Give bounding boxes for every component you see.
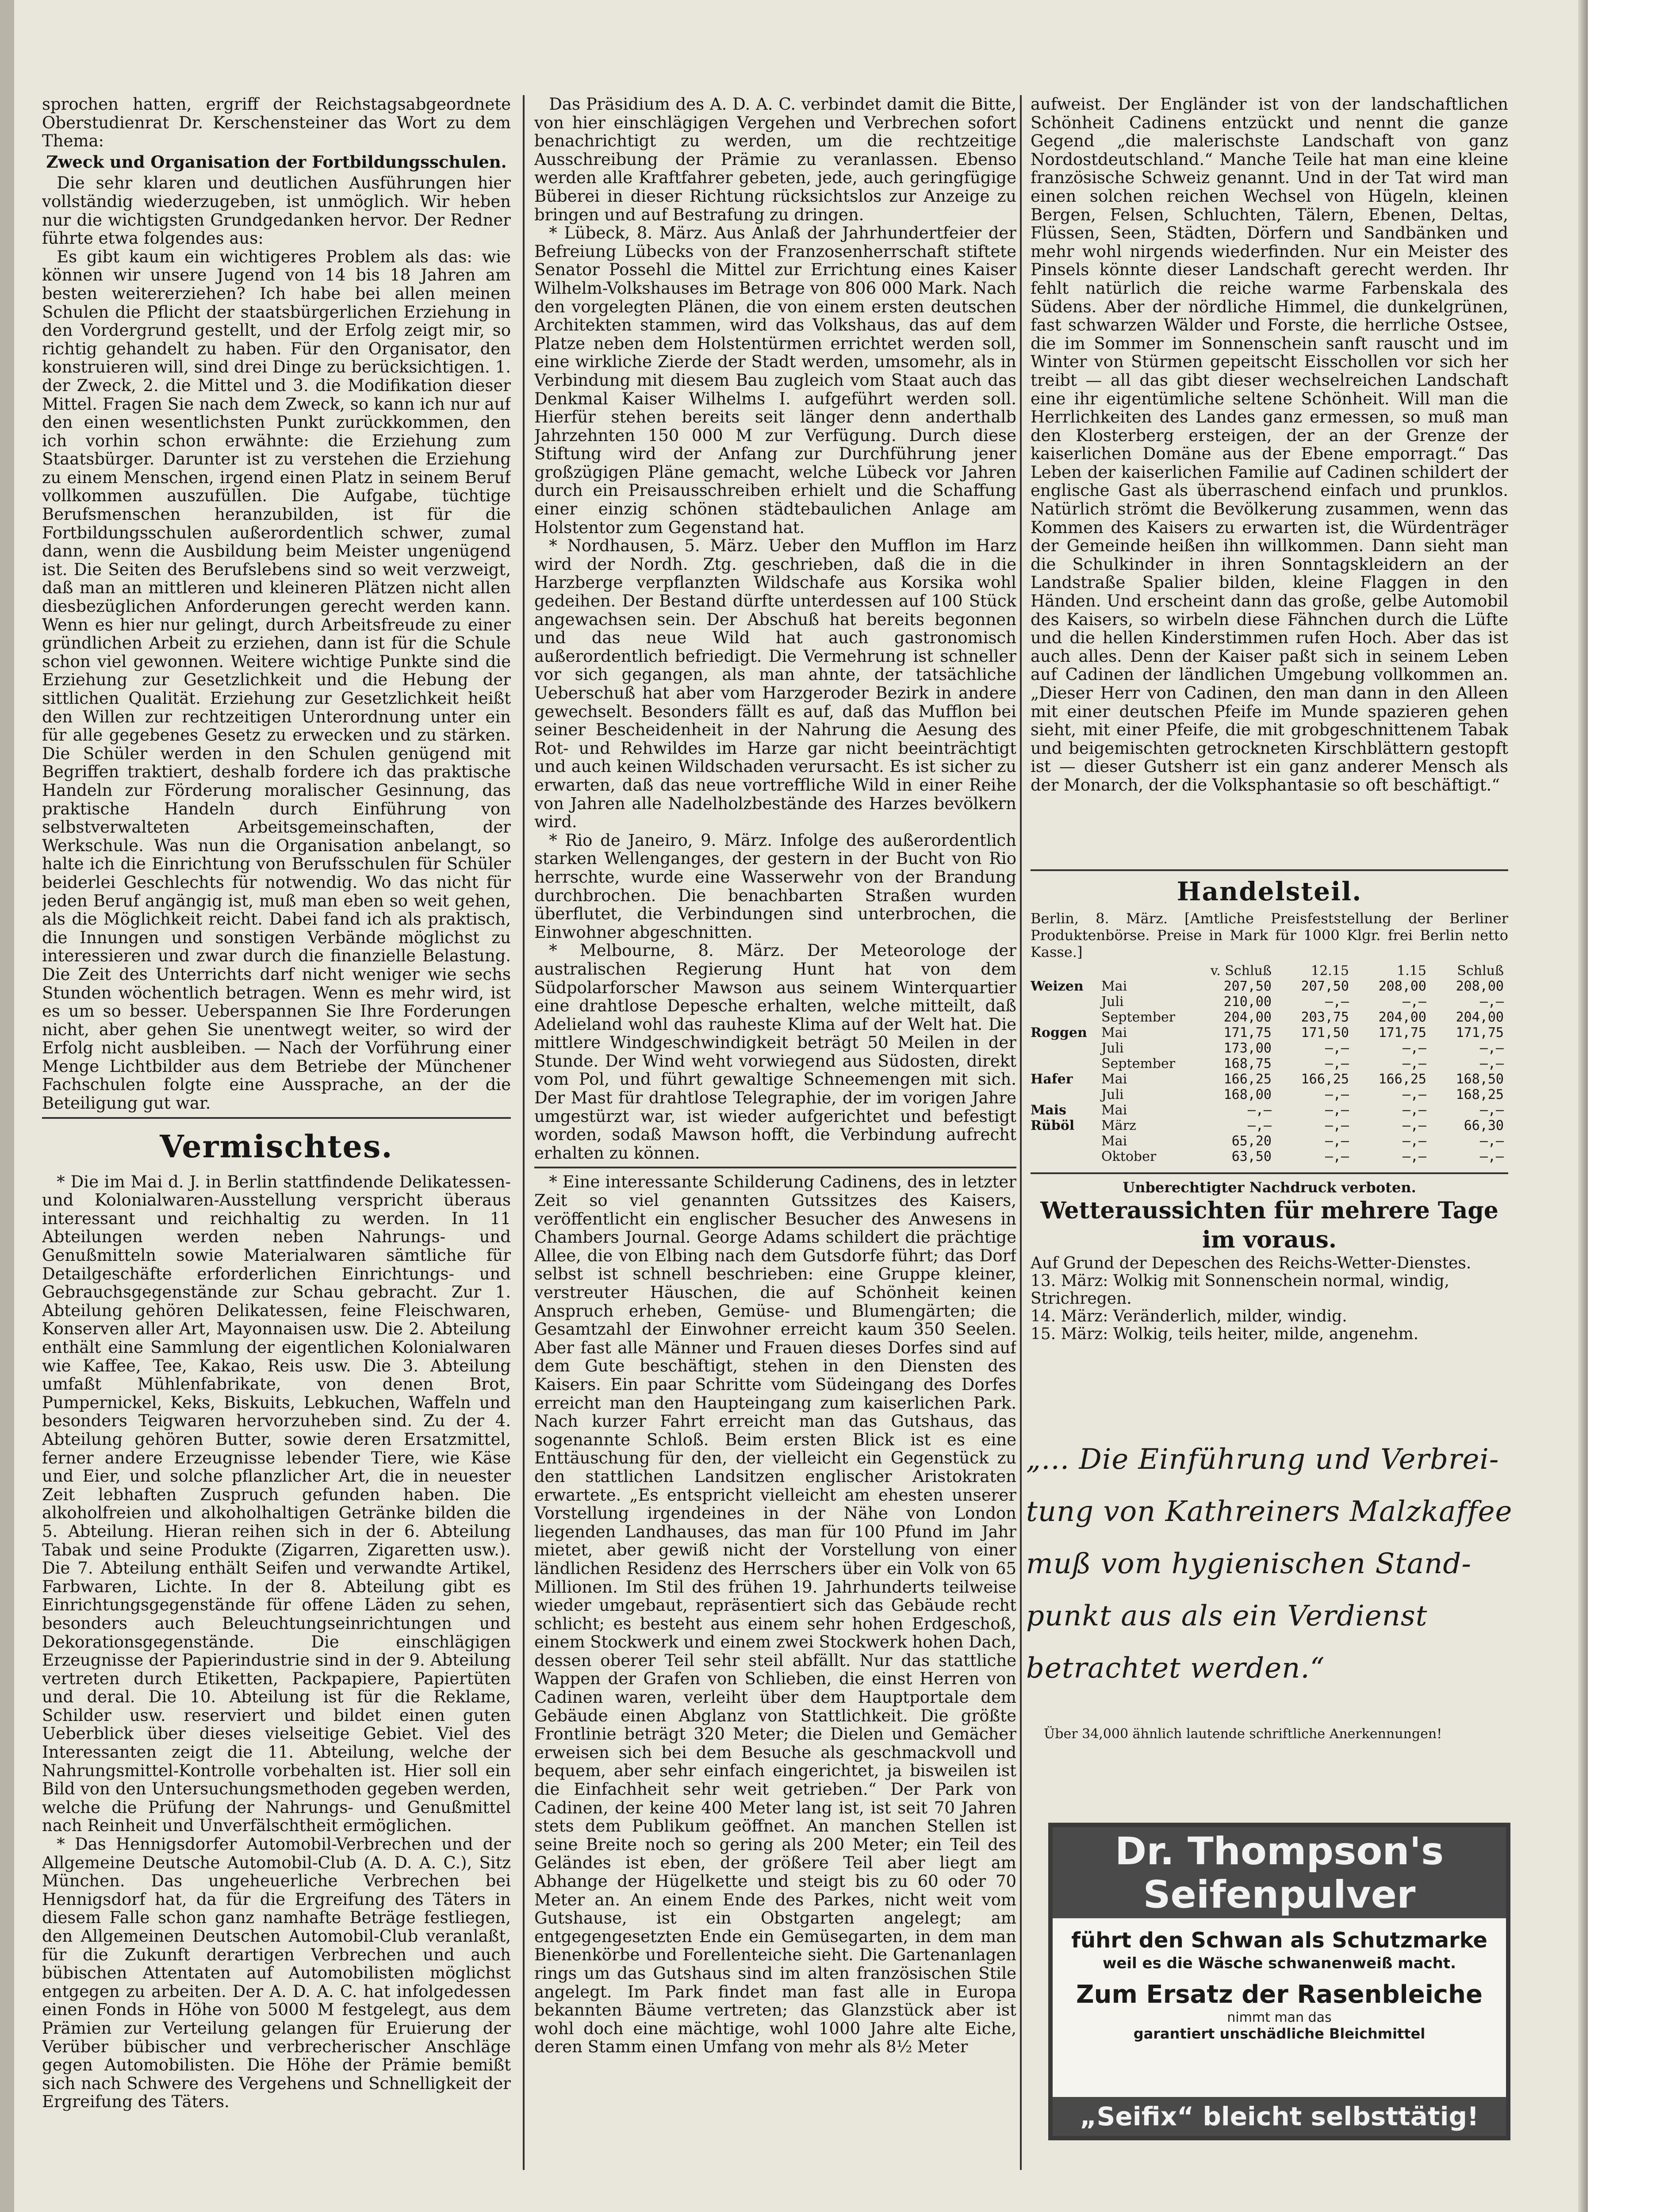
price-row: Rüböl März —,— —,— —,— 66,30 [1031,1118,1504,1133]
article-divider [534,1167,1016,1168]
price-row: Roggen Mai 171,75 171,50 171,75 171,75 [1031,1025,1504,1041]
price-row: Mais Mai —,— —,— —,— —,— [1031,1102,1504,1118]
article-text: sprochen hatten, ergriff der Reichstagsabgeordnete Oberstudienrat Dr. Kerschensteiner das Wort zu dem Thema: [42,95,511,151]
price-row: Juli 173,00 —,— —,— —,— [1101,1041,1504,1056]
page-edge-shadow [1578,0,1589,2212]
ad-product: Seifenpulver [1143,1873,1416,1917]
testimonial-note: Über 34,000 ähnlich lautende schriftliche Anerkennungen! [1044,1726,1442,1742]
article-text: * Melbourne, 8. März. Der Meteorologe der australischen Regierung Hunt hat von dem Südpolarforscher Mawson aus seinem Winterquartier eine drahtlose Depesche erhalten, welche mitteilt, daß Adelieland wohl das rauheste Klima auf der Welt hat. Die mittlere Windgeschwindigkeit beträgt 50 Meilen in der Stunde. Der Wind weht vorwiegend aus Südosten, direkt vom Pol, und führt gewaltige Schneemengen mit sich. Der Mast für drahtlose Telegraphie, der im vorigen Jahre umgestürzt war, ist wieder aufgerichtet und befestigt worden, sodaß Mawson hofft, die Verbindung aufrecht erhalten zu können. [534,941,1016,1163]
ad-text: garantiert unschädliche Bleichmittel [1133,2025,1426,2042]
price-row: September 204,00 203,75 204,00 204,00 [1101,1010,1504,1025]
price-row: Mai 65,20 —,— —,— —,— [1101,1133,1504,1149]
column-rule [1020,95,1022,2170]
scan-background [1588,0,1667,2212]
ad-banner [1053,1827,1506,1918]
price-row: Oktober 63,50 —,— —,— —,— [1101,1149,1504,1164]
article-divider [1031,1172,1508,1174]
ad-slogan: „Seifix“ bleicht selbsttätig! [1053,2097,1506,2136]
weather-day: 14. März: Veränderlich, milder, windig. [1031,1307,1347,1325]
testimonial-line: betrachtet werden.“ [1026,1652,1325,1685]
testimonial-line: muß vom hygienischen Stand- [1026,1548,1472,1580]
article-heading: Zweck und Organisation der Fortbildungsschulen. [46,152,507,172]
ad-text: nimmt man das [1227,2010,1332,2025]
column-1 [42,95,511,2170]
price-table-header: v. Schluß 12.15 1.15 Schluß [1210,963,1504,979]
testimonial-line: „... Die Einführung und Verbrei- [1026,1443,1499,1476]
article-text: * Die im Mai d. J. in Berlin stattfindende Delikatessen- und Kolonialwaren-Ausstellung verspricht überaus interessant und reichhaltig zu werden. In 11 Abteilungen werden neben Nahrungs- und Genußmitteln sowie Materialwaren sämtliche für Detailgeschäfte erforderlichen Einrichtungs- und Gebrauchsgegenstände zur Schau gebracht. Zur 1. Abteilung gehören Delikatessen, feine Fleischwaren, Konserven aller Art, Mayonnaisen usw. Die 2. Abteilung enthält eine Sammlung der eigentlichen Kolonialwaren wie Kaffee, Tee, Kakao, Reis usw. Die 3. Abteilung umfaßt Mühlenfabrikate, von denen Brot, Pumpernickel, Keks, Biskuits, Lebkuchen, Waffeln und besonders Teigwaren hervorzuheben sind. Zu der 4. Abteilung gehören Butter, sowie deren Ersatzmittel, ferner andere Erzeugnisse lebender Tiere, wie Käse und Eier, und solche pflanzlicher Art, die in neuester Zeit lebhaften Zuspruch gefunden haben. Die alkoholfreien und alkoholhaltigen Getränke bilden die 5. Abteilung. Hieran reihen sich in der 6. Abteilung Tabak und seine Produkte (Zigarren, Zigaretten usw.). Die 7. Abteilung enthält Seifen und verwandte Artikel, Farbwaren, Lichte. In der 8. Abteilung gibt es Einrichtungsgegenstände für offene Läden zu sehen, besonders auch Beleuchtungseinrichtungen und Dekorationsgegenstände. Die einschlägigen Erzeugnisse der Papierindustrie sind in der 9. Abteilung vertreten durch Etiketten, Packpapiere, Papiertüten und deral. Die 10. Abteilung ist für die Reklame, Schilder usw. reserviert und bildet einen guten Ueberblick über dieses vielseitige Gebiet. Viel des Interessanten zeigt die 11. Abteilung, welche der Nahrungsmittel-Kontrolle vorbehalten ist. Hier soll ein Bild von den Untersuchungsmethoden gegeben werden, welche die Prüfung der Nahrungs- und Genußmittel nach Reinheit und Unverfälschtheit ermöglichen. [42,1172,511,1836]
article-text: * Eine interessante Schilderung Cadinens, des in letzter Zeit so viel genannten Gutssitzes des Kaisers, veröffentlicht ein englischer Besucher des Anwesens in Chambers Journal. George Adams schildert die prächtige Allee, die von Elbing nach dem Gutsdorfe führt; das Dorf selbst ist schnell beschrieben: eine Gruppe kleiner, verstreuter Häuschen, die auf Schönheit keinen Anspruch erheben, Gemüse- und Blumengärten; die Gesamtzahl der Einwohner erreicht kaum 350 Seelen. Aber fast alle Männer und Frauen dieses Dorfes sind auf dem Gute beschäftigt, stehen in den Diensten des Kaisers. Ein paar Schritte vom Südeingang des Dorfes erreicht man den Haupteingang zum kaiserlichen Park. Nach kurzer Fahrt erreicht man das Gutshaus, das sogenannte Schloß. Beim ersten Blick ist es eine Enttäuschung für den, der vielleicht ein Gegenstück zu den stattlichen Landsitzen englischer Aristokraten erwartete. „Es entspricht vielleicht am ehesten unserer Vorstellung irgendeines in der Nähe von London liegenden Landhauses, das man für 100 Pfund im Jahr mietet, aber gewiß nicht der Vorstellung von einer ländlichen Residenz des Herrschers über ein Volk von 65 Millionen. Im Stil des frühen 19. Jahrhunderts teilweise wieder umgebaut, repräsentiert sich das Gebäude recht schlicht; es besteht aus einem sehr hohen Erdgeschoß, einem Stockwerk und einem zwei Stockwerk hohen Dach, dessen oberer Teil sehr steil abfällt. Nur das stattliche Wappen der Grafen von Schlieben, die einst Herren von Cadinen waren, verleiht über dem Hauptportale dem Gebäude einen Abglanz von Stattlichkeit. Die größte Frontlinie beträgt 320 Meter; die Dielen und Gemächer erweisen sich bei dem Besuche als geschmackvoll und bequem, aber sehr einfach eingerichtet, ja bisweilen ist die Einfachheit sehr weit getrieben.“ Der Park von Cadinen, der keine 400 Meter lang ist, ist seit 70 Jahren stets dem Publikum geöffnet. An manchen Stellen ist seine Breite noch so gering als 200 Meter; ein Teil des Geländes ist eben, der größere Teil aber liegt am Abhange der Hügelkette und steigt bis zu 60 oder 70 Meter an. An einem Ende des Parkes, nicht weit vom Gutshause, ist ein Obstgarten angelegt; am entgegengesetzten Ende ein Gemüsegarten, in dem man Bienenkörbe und Forellenteiche sieht. Die Gartenanlagen rings um das Gutshaus sind im alten französischen Stile angelegt. Im Park findet man fast alle in Europa bekannten Bäume vertreten; das Glanzstück aber ist wohl doch eine mächtige, wohl 1000 Jahre alte Eiche, deren Stamm einen Umfang von mehr als 8½ Meter [534,1172,1016,2057]
handwritten-testimonial [1026,1433,1517,1743]
binding-edge [0,0,14,2212]
price-row: Weizen Mai 207,50 207,50 208,00 208,00 [1031,979,1504,994]
article-text: aufweist. Der Engländer ist von der landschaftlichen Schönheit Cadinens entzückt und nennt die ganze Gegend „die malerischste Landschaft von ganz Nordostdeutschland.“ Manche Teile hat man eine kleine französische Schweiz genannt. Und in der Tat wird man einen solchen reichen Wechsel von Hügeln, kleinen Bergen, Felsen, Schluchten, Tälern, Ebenen, Deltas, Flüssen, Seen, Städten, Dörfern und Sandbänken und mehr wohl nirgends wiederfinden. Nur ein Meister des Pinsels könnte dieser Landschaft gerecht werden. Ihr fehlt natürlich die reiche warme Farbenskala des Südens. Aber der nördliche Himmel, die dunkelgrünen, fast schwarzen Wälder und Forste, die herrliche Ostsee, die im Sommer im Sonnenschein sanft rauscht und im Winter von Stürmen gepeitscht Eisschollen vor sich her treibt — all das gibt dieser wechselreichen Landschaft eine ihr eigentümliche seltene Schönheit. Will man die Herrlichkeiten des Landes ganz ermessen, so muß man den Klosterberg ersteigen, der an der Grenze der kaiserlichen Domäne aus der Ebene emporragt.“ Das Leben der kaiserlichen Familie auf Cadinen schildert der englische Gast als überraschend einfach und prunklos. Natürlich strömt die Bevölkerung zusammen, wenn das Kommen des Kaisers zu erwarten ist, die Würdenträger der Gemeinde heißen ihn willkommen. Dann sieht man die Schulkinder in ihren Sonntagskleidern an der Landstraße Spalier bilden, kleine Flaggen in den Händen. Und erscheint dann das große, gelbe Automobil des Kaisers, so wirbeln diese Fähnchen durch die Lüfte und die hellen Kinderstimmen rufen Hoch. Aber das ist auch alles. Denn der Kaiser paßt sich in seinem Leben auf Cadinen der ländlichen Umgebung vollkommen an. „Dieser Herr von Cadinen, den man dann in den Alleen mit einer deutschen Pfeife im Munde spazieren gehen sieht, mit einer Pfeife, die mit grobgeschnittenem Tabak und beigemischten getrockneten Kirschblättern gestopft ist — dieser Gutsherr ist ein ganz anderer Mensch als der Monarch, der die Volksphantasie so oft beschäftigt.“ [1031,95,1508,795]
section-divider [42,1117,511,1119]
weather-forecast [1031,1168,1508,1343]
testimonial-line: punkt aus als ein Verdienst [1026,1600,1428,1632]
weather-day: 13. März: Wolkig mit Sonnenschein normal, windig, Strichregen. [1031,1272,1449,1308]
price-table [1031,963,1508,1164]
section-heading: Vermischtes. [160,1128,393,1165]
article-text: * Nordhausen, 5. März. Ueber den Mufflon im Harz wird der Nordh. Ztg. geschrieben, daß die in die Harzberge verpflanzten Wildschafe aus Korsika wohl gedeihen. Der Bestand dürfte unterdessen auf 100 Stück angewachsen sein. Der Abschuß hat bereits begonnen und das neue Wild hat auch gastronomisch außerordentlich befriedigt. Die Vermehrung ist schneller vor sich gegangen, als man ahnte, der tatsächliche Ueberschuß hat aber vom Harzgeroder Bezirk in andere gewechselt. Besonders fällt es auf, daß das Mufflon bei seiner Bescheidenheit in der Nahrung die Aesung des Rot- und Rehwildes im Harze gar nicht beeinträchtigt und auch keinen Wildschaden verursacht. Es ist sicher zu erwarten, daß das neue vortreffliche Wild in einer Reihe von Jahren alle Nadelholzbestände des Harzes bevölkern wird. [534,536,1016,832]
seifenpulver-advertisement [1048,1823,1510,2140]
article-divider [1031,869,1508,871]
article-text: * Rio de Janeiro, 9. März. Infolge des außerordentlich starken Wellenganges, der gestern in der Bucht von Rio herrschte, wurde eine Wasserwehr von der Brandung durchbrochen. Die benachbarten Straßen wurden überflutet, die Verbindungen sind unterbrochen, die Einwohner abgeschnitten. [534,830,1016,942]
price-row: Juli 210,00 —,— —,— —,— [1101,994,1504,1010]
article-text: Das Präsidium des A. D. A. C. verbindet damit die Bitte, von hier einschlägigen Vergehen und Verbrechen sofort benachrichtigt zu werden, um die rechtzeitige Ausschreibung der Prämie zu veranlassen. Ebenso werden alle Kraftfahrer gebeten, jede, auch geringfügige Büberei in dieser Richtung rücksichtslos zur Anzeige zu bringen und auf Bestrafung zu dringen. [534,95,1016,224]
weather-basis: Auf Grund der Depeschen des Reichs-Wetter-Dienstes. [1031,1254,1472,1272]
market-report [1031,865,1508,1164]
article-text: * Lübeck, 8. März. Aus Anlaß der Jahrhundertfeier der Befreiung Lübecks von der Franzosenherrschaft stiftete Senator Possehl die Mittel zur Errichtung eines Kaiser Wilhelm-Volkshauses im Betrage von 806 000 Mark. Nach den vorgelegten Plänen, die von einem ersten deutschen Architekten stammen, wird das Volkshaus, das auf dem Platze neben dem Holstentürmen errichtet werden soll, eine wirkliche Zierde der Stadt werden, umsomehr, als in Verbindung mit diesem Bau zugleich vom Staat auch das Denkmal Kaiser Wilhelms I. aufgeführt werden soll. Hierfür stehen bereits seit länger denn anderthalb Jahrzehnten 150 000 M zur Verfügung. Durch diese Stiftung wird der Anfang zur Durchführung jener großzügigen Pläne gemacht, welche Lübeck vor Jahren durch ein Preisausschreiben erhielt und die Schaffung einer einzig schönen städtebaulichen Anlage am Holstentor zum Gegenstand hat. [534,223,1016,537]
price-row: Hafer Mai 166,25 166,25 166,25 168,50 [1031,1071,1504,1087]
article-text: Die sehr klaren und deutlichen Ausführungen hier vollständig wiederzugeben, ist unmöglich. Wir heben nur die wichtigsten Grundgedanken hervor. Der Redner führte etwa folgendes aus: [42,173,511,248]
market-intro: Berlin, 8. März. [Amtliche Preisfeststellung der Berliner Produktenbörse. Preise in Mark für 1000 Klgr. frei Berlin netto Kasse.] [1031,910,1508,960]
ad-text: Zum Ersatz der Rasenbleiche [1076,1980,1483,2009]
testimonial-line: tung von Kathreiners Malzkaffee [1026,1495,1513,1528]
column-3 [1031,95,1508,989]
column-2 [534,95,1016,2170]
article-text: Es gibt kaum ein wichtigeres Problem als das: wie können wir unsere Jugend von 14 bis 18 Jahren am besten weitererziehen? Ich habe bei allen meinen Schulen die Pflicht der staatsbürgerlichen Erziehung in den Vordergrund gestellt, und der Erfolg zeigt mir, so richtig gehandelt zu haben. Für den Organisator, den konstruieren will, sind drei Dinge zu berücksichtigen. 1. der Zweck, 2. die Mittel und 3. die Modifikation dieser Mittel. Fragen Sie nach dem Zweck, so kann ich nur auf den einen wesentlichsten Punkt zurückkommen, den ich vorhin schon erwähnte: die Erziehung zum Staatsbürger. Darunter ist zu verstehen die Erziehung zu einem Menschen, irgend einen Platz in seinem Beruf vollkommen auszufüllen. Die Aufgabe, tüchtige Berufsmenschen heranzubilden, ist für die Fortbildungsschulen außerordentlich schwer, zumal dann, wenn die Ausbildung beim Meister ungenügend ist. Die Seiten des Berufslebens sind so weit verzweigt, daß man an mittleren und kleineren Plätzen nicht allen diesbezüglichen Anforderungen gerecht werden kann. Wenn es hier nur gelingt, durch Arbeitsfreude zu einer gründlichen Arbeit zu erziehen, dann ist für die Schule schon viel gewonnen. Weitere wichtige Punkte sind die Erziehung zur Gesetzlichkeit und die Hebung der sittlichen Qualität. Erziehung zur Gesetzlichkeit heißt den Willen zur rechtzeitigen Unterordnung unter ein für alle gegebenes Gesetz zu erwecken und zu stärken. Die Schüler werden in den Schulen genügend mit Begriffen traktiert, deshalb fordere ich das praktische Handeln zur Förderung moralischer Gesinnung, das praktische Handeln durch Einführung von selbstverwalteten Arbeitsgemeinschaften, der Werkschule. Was nun die Organisation anbelangt, so halte ich die Einrichtung von Berufsschulen für Schüler beiderlei Geschlechts für notwendig. Wo das nicht für jeden Beruf angängig ist, muß man eben so weit gehen, als die Möglichkeit reicht. Dabei fand ich als praktisch, die Innungen und sonstigen Verbände möglichst zu interessieren und zwar durch die finanzielle Belastung. Die Zeit des Unterrichts darf nicht weniger wie sechs Stunden wöchentlich betragen. Wenn es mehr wird, ist es um so besser. Ueberspannen Sie Ihre Forderungen nicht, aber gehen Sie unentwegt weiter, so wird der Erfolg nicht ausbleiben. — Nach der Vorführung einer Menge Lichtbilder aus dem Betriebe der Münchener Fachschulen folgte eine Aussprache, an der die Beteiligung gut war. [42,247,511,1113]
ad-brand: Dr. Thompson's [1115,1829,1444,1874]
weather-title: Wetteraussichten für mehrere Tage im voraus. [1040,1197,1498,1253]
reprint-notice: Unberechtigter Nachdruck verboten. [1123,1179,1416,1196]
column-rule [523,95,525,2170]
price-row: Juli 168,00 —,— —,— 168,25 [1101,1087,1504,1102]
weather-day: 15. März: Wolkig, teils heiter, milde, angenehm. [1031,1325,1419,1343]
ad-text: führt den Schwan als Schutzmarke [1071,1928,1487,1953]
section-heading: Handelsteil. [1176,876,1362,906]
article-text: * Das Hennigsdorfer Automobil-Verbrechen und der Allgemeine Deutsche Automobil-Club (A. D. A. C.), Sitz München. Das ungeheuerliche Verbrechen bei Hennigsdorf hat, da für die Ergreifung des Täters in diesem Falle schon ganz namhafte Beträge festliegen, den Allgemeinen Deutschen Automobil-Club veranlaßt, für die Zukunft derartigen Verbrechen und auch bübischen Attentaten auf Automobilisten möglichst entgegen zu arbeiten. Der A. D. A. C. hat infolgedessen einen Fonds in Höhe von 5000 M festgelegt, aus dem Prämien zur Verteilung gelangen für Eruierung der Verüber bübischer und verbrecherischer Anschläge gegen Automobilisten. Die Höhe der Prämie bemißt sich nach Schwere des Vergehens und Schnelligkeit der Ergreifung des Täters. [42,1835,511,2112]
price-row: September 168,75 —,— —,— —,— [1101,1056,1504,1071]
ad-text: weil es die Wäsche schwanenweiß macht. [1102,1955,1456,1972]
